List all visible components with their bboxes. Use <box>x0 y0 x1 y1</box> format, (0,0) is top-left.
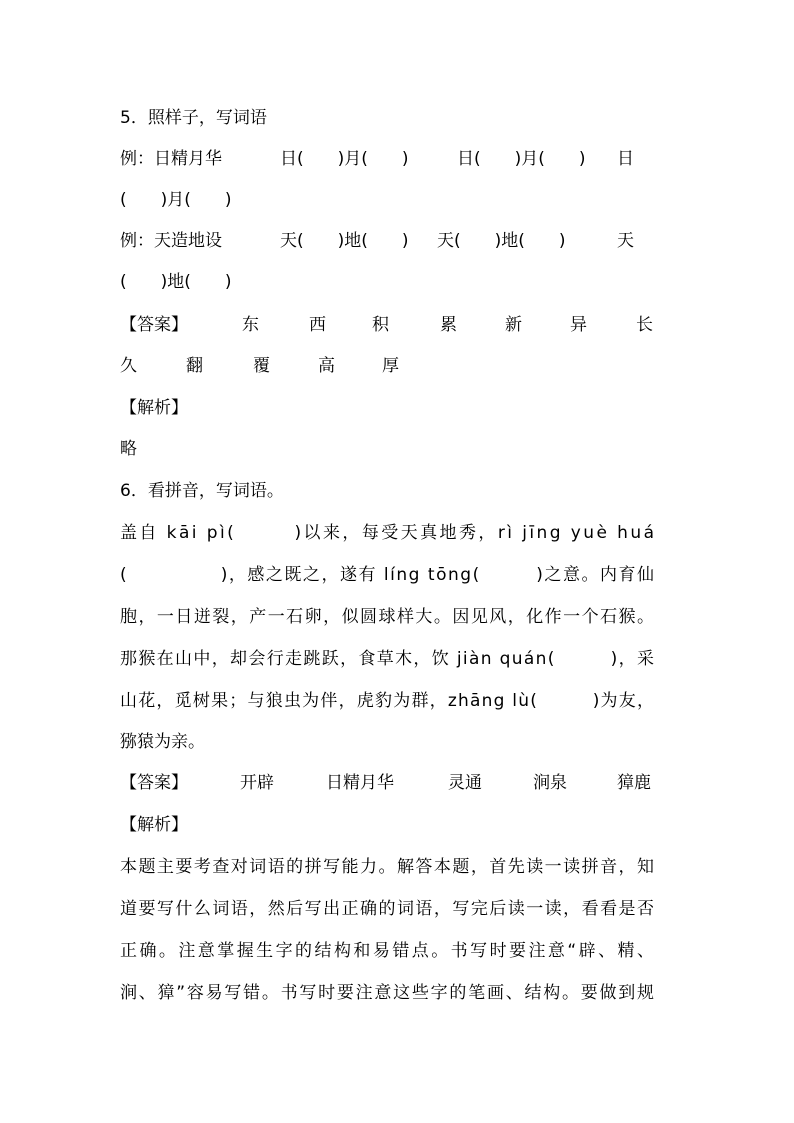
q5-analysis-text: 略 <box>120 439 137 459</box>
q6-passage-line: 猕猿为亲。 <box>120 732 205 752</box>
answer-word: 异 <box>570 315 587 335</box>
answer-word: 累 <box>440 315 457 335</box>
q5-ex1-blank-3: 日 <box>617 149 634 169</box>
q6-passage-line: 山花，觅树果；与狼虫为伴，虎豹为群，zhāng lù( )为友， <box>120 691 656 711</box>
answer-word: 覆 <box>253 356 270 376</box>
q5-ex2-continued: ( )地( ) <box>120 272 232 292</box>
q5-answer-row-2 <box>120 351 660 381</box>
q6-analysis-line: 本题主要考查对词语的拼写能力。解答本题，首先读一读拼音，知 <box>120 857 656 877</box>
q5-example-2 <box>120 226 660 256</box>
q5-ex1-blank-2: 日( )月( ) <box>457 149 586 169</box>
q6-passage-line: 那猴在山中，却会行走跳跃，食草木，饮 jiàn quán( )，采 <box>120 649 656 669</box>
q6-passage-line: 胞，一日迸裂，产一石卵，似圆球样大。因见风，化作一个石猴。 <box>120 607 656 627</box>
q6-passage-line: 盖自 kāi pì( )以来，每受天真地秀，rì jīng yuè huá <box>120 523 657 543</box>
q5-ex2-blank-1: 天( )地( ) <box>280 231 409 251</box>
answer-word: 积 <box>372 315 389 335</box>
q5-answer-row-1 <box>120 310 660 340</box>
answer-word: 翻 <box>186 356 203 376</box>
q6-analysis-line: 道要写什么词语，然后写出正确的词语，写完后读一读，看看是否 <box>120 899 656 919</box>
q6-title: 6．看拼音，写词语。 <box>120 481 284 501</box>
answer-label: 【答案】 <box>120 315 188 335</box>
answer-word: 高 <box>318 356 335 376</box>
q5-ex2-blank-2: 天( )地( ) <box>437 231 566 251</box>
q6-analysis-line: 涧、獐”容易写错。书写时要注意这些字的笔画、结构。要做到规 <box>120 983 656 1003</box>
answer-word: 东 <box>242 315 259 335</box>
answer-word: 西 <box>309 315 326 335</box>
q6-analysis-line: 正确。注意掌握生字的结构和易错点。书写时要注意“辟、精、 <box>120 941 657 961</box>
answer-word: 灵通 <box>448 773 482 793</box>
answer-label: 【答案】 <box>120 773 188 793</box>
q6-passage-line: ( )，感之既之，遂有 líng tōng( )之意。内育仙 <box>120 565 656 585</box>
q5-ex1-lead: 例：日精月华 <box>120 149 222 169</box>
answer-word: 日精月华 <box>326 773 394 793</box>
q5-title: 5．照样子，写词语 <box>120 108 267 128</box>
answer-word: 厚 <box>382 356 399 376</box>
q6-answer-row <box>120 768 660 798</box>
analysis-label: 【解析】 <box>120 398 188 418</box>
q5-ex2-blank-3: 天 <box>617 231 634 251</box>
answer-word: 獐鹿 <box>617 773 651 793</box>
q5-ex2-lead: 例：天造地设 <box>120 231 222 251</box>
analysis-label: 【解析】 <box>120 815 188 835</box>
q5-ex1-continued: ( )月( ) <box>120 190 232 210</box>
q5-example-1 <box>120 144 660 174</box>
answer-word: 涧泉 <box>533 773 567 793</box>
answer-word: 新 <box>505 315 522 335</box>
answer-word: 久 <box>120 356 137 376</box>
answer-word: 长 <box>636 315 653 335</box>
answer-word: 开辟 <box>240 773 274 793</box>
q5-ex1-blank-1: 日( )月( ) <box>280 149 409 169</box>
